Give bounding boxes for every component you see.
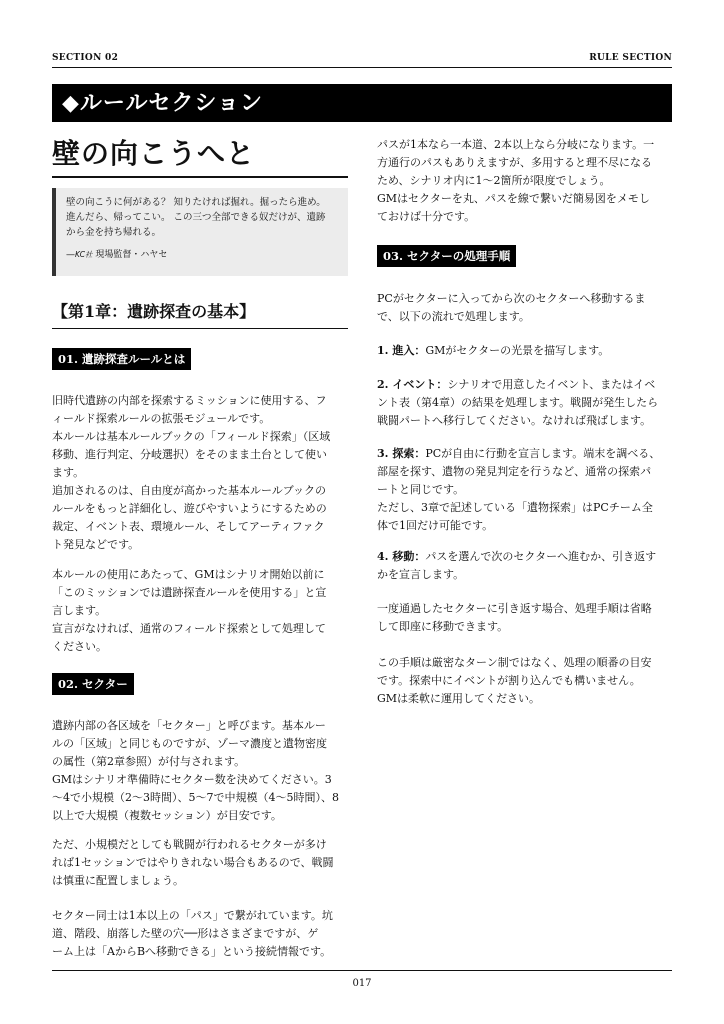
text-line xyxy=(377,445,677,463)
header-rule-label: RULE SECTION xyxy=(589,53,672,63)
header-rule xyxy=(52,67,672,68)
step-3-explore xyxy=(377,445,677,535)
text-line: 一度通過したセクターに引き返す場合、処理手順は省略 xyxy=(377,602,652,615)
left-paragraph-5 xyxy=(52,907,352,961)
text-line: ルールをもっと詳細化し、遊びやすいようにするための xyxy=(52,502,327,515)
text-line xyxy=(377,342,677,360)
section-banner: ◆ルールセクション xyxy=(52,84,672,122)
epigraph-quote xyxy=(52,188,348,276)
text-line: パスが1本なら一本道、2本以上なら分岐になります。一 xyxy=(377,138,655,151)
text-line: ため、シナリオ内に1〜2箇所が限度でしょう。 xyxy=(377,174,611,187)
text-line: ートと同じです。 xyxy=(377,483,465,496)
text-line: かを宣言します。 xyxy=(377,568,465,581)
step-text: GMがセクターの光景を描写します。 xyxy=(425,344,610,357)
text-line: PCがセクターに入ってから次のセクターへ移動するま xyxy=(377,292,646,305)
attr-company: KC社 xyxy=(75,250,93,259)
step-label: 4. 移動： xyxy=(377,550,426,563)
page-number: 017 xyxy=(352,978,372,989)
text-line: 「このミッションでは遺跡探査ルールを使用する」と宣 xyxy=(52,586,327,599)
text-line: ただ、小規模だとしても戦闘が行われるセクターが多け xyxy=(52,838,327,851)
right-paragraph-4 xyxy=(377,654,677,708)
step-2-event xyxy=(377,376,677,430)
step-label: 2. イベント： xyxy=(377,378,448,391)
step-label: 3. 探索： xyxy=(377,447,426,460)
text-line: ト発見などです。 xyxy=(52,538,140,551)
attr-name: 現場監督・ハヤセ xyxy=(95,250,168,260)
text-line: 戦闘パートへ移行してください。なければ飛ばします。 xyxy=(377,414,652,427)
text-line: GMはシナリオ準備時にセクター数を決めてください。3 xyxy=(52,773,332,786)
text-line: 追加されるのは、自由度が高かった基本ルールブックの xyxy=(52,484,327,497)
text-line: ください。 xyxy=(52,640,107,653)
text-line: 本ルールの使用にあたって、GMはシナリオ開始以前に xyxy=(52,568,325,581)
right-paragraph-1 xyxy=(377,136,677,226)
quote-line: 進んだら、帰ってこい。 この三つ全部できる奴だけが、遺跡 xyxy=(66,212,326,223)
text-line: 体で1回だけ可能です。 xyxy=(377,519,494,532)
text-line: 本ルールは基本ルールブックの「フィールド探索」（区域 xyxy=(52,430,331,443)
text-line: 言します。 xyxy=(52,604,107,617)
text-line: GMは柔軟に運用してください。 xyxy=(377,692,541,705)
text-line: 以上で大規模（複数セッション）が目安です。 xyxy=(52,809,282,822)
text-line: で、以下の流れで処理します。 xyxy=(377,310,530,323)
step-label: 1. 進入： xyxy=(377,344,426,357)
text-line: 移動、進行判定、分岐選択）をそのまま土台として使い xyxy=(52,448,327,461)
text-line: セクター同士は1本以上の「パス」で繋がれています。坑 xyxy=(52,909,333,922)
text-line: 部屋を探す、遺物の発見判定を行うなど、通常の探索パ xyxy=(377,465,652,478)
text-line: この手順は厳密なターン制ではなく、処理の順番の目安 xyxy=(377,656,652,669)
section-heading-03: 03. セクターの処理手順 xyxy=(377,245,516,267)
footer-rule xyxy=(52,970,672,971)
right-paragraph-3 xyxy=(377,600,677,636)
text-line: ルの「区域」と同じものですが、ゾーマ濃度と遺物密度 xyxy=(52,737,327,750)
page-title: 壁の向こうへと xyxy=(52,134,348,178)
quote-line: 壁の向こうに何がある？ 知りたければ掘れ。掘ったら進め。 xyxy=(66,197,326,208)
text-line xyxy=(377,548,677,566)
text-line xyxy=(377,376,677,394)
text-line: ておけば十分です。 xyxy=(377,210,476,223)
text-line: ーム上は「AからBへ移動できる」という接続情報です。 xyxy=(52,945,332,958)
left-paragraph-3 xyxy=(52,717,352,825)
text-line: です。探索中にイベントが割り込んでも構いません。 xyxy=(377,674,641,687)
quote-line: から金を持ち帰れる。 xyxy=(66,227,162,238)
header-section-label: SECTION 02 xyxy=(52,53,119,63)
text-line: 宣言がなければ、通常のフィールド探索として処理して xyxy=(52,622,326,635)
text-line: GMはセクターを丸、パスを線で繋いだ簡易図をメモし xyxy=(377,192,650,205)
left-paragraph-4 xyxy=(52,836,352,890)
text-line: ント表（第4章）の結果を処理します。戦闘が発生したら xyxy=(377,396,659,409)
text-line: 裁定、イベント表、環境ルール、そしてアーティファク xyxy=(52,520,325,533)
right-paragraph-2 xyxy=(377,290,677,326)
quote-attribution xyxy=(66,247,340,263)
chapter-heading: 【第1章：遺跡探査の基本】 xyxy=(52,300,348,329)
text-line: は慎重に配置しましょう。 xyxy=(52,874,184,887)
text-line: れば1セッションではやりきれない場合もあるので、戦闘 xyxy=(52,856,334,869)
text-line: ただし、3章で記述している「遺物探索」はPCチーム全 xyxy=(377,501,653,514)
text-line: 〜4で小規模（2〜3時間）、5〜7で中規模（4〜5時間）、8 xyxy=(52,791,339,804)
text-line: して即座に移動できます。 xyxy=(377,620,509,633)
text-line: 遺跡内部の各区域を「セクター」と呼びます。基本ルー xyxy=(52,719,326,732)
section-heading-01: 01. 遺跡探査ルールとは xyxy=(52,348,191,370)
text-line: 道、階段、崩落した壁の穴──形はさまざまですが、ゲ xyxy=(52,927,319,940)
text-line: 方通行のパスもありえますが、多用すると理不尽になる xyxy=(377,156,652,169)
attr-dash: — xyxy=(66,250,75,260)
left-paragraph-1 xyxy=(52,392,352,554)
quote-text xyxy=(66,195,340,240)
left-paragraph-2 xyxy=(52,566,352,656)
text-line: の属性（第2章参照）が付与されます。 xyxy=(52,755,246,768)
step-text: パスを選んで次のセクターへ進むか、引き返す xyxy=(425,550,657,563)
text-line: ィールド探索ルールの拡張モジュールです。 xyxy=(52,412,271,425)
section-heading-02: 02. セクター xyxy=(52,673,134,695)
step-4-move xyxy=(377,548,677,584)
text-line: 旧時代遺跡の内部を探索するミッションに使用する、フ xyxy=(52,394,327,407)
step-1-enter xyxy=(377,342,677,360)
step-text: PCが自由に行動を宣言します。端末を調べる、 xyxy=(425,447,661,460)
text-line: ます。 xyxy=(52,466,85,479)
step-text: シナリオで用意したイベント、またはイベ xyxy=(447,378,656,391)
